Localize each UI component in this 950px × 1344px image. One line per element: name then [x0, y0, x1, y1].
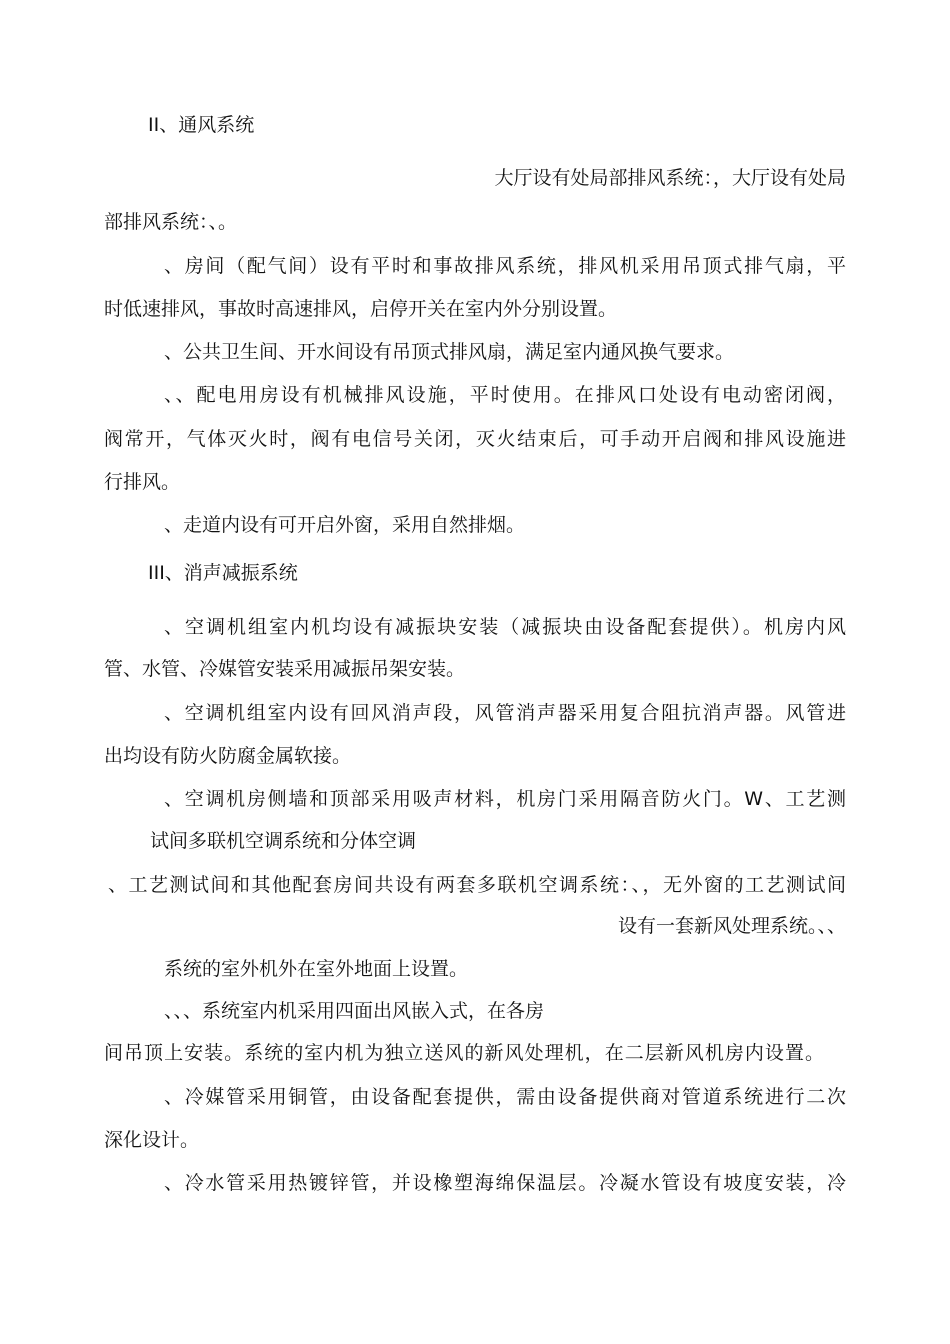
paragraph-line: 设有一套新风处理系统。、、	[617, 915, 846, 937]
paragraph-line: 、空调机组室内机均设有减振块安装（减振块由设备配套提供）。机房内风	[164, 616, 846, 638]
paragraph-line: 、房间（配气间）设有平时和事故排风系统，排风机采用吊顶式排气扇，平	[164, 255, 846, 277]
paragraph-line: 行排风。	[104, 471, 181, 493]
paragraph-line: 深化设计。	[104, 1129, 200, 1151]
paragraph-line: 、、配电用房设有机械排风设施，平时使用。在排风口处设有电动密闭阀，	[164, 384, 846, 406]
paragraph-line: 、冷媒管采用铜管，由设备配套提供，需由设备提供商对管道系统进行二次	[164, 1086, 846, 1108]
paragraph-line: 、公共卫生间、开水间设有吊顶式排风扇，满足室内通风换气要求。	[164, 341, 735, 363]
paragraph-line: 阀常开，气体灭火时，阀有电信号关闭，灭火结束后，可手动开启阀和排风设施进	[104, 428, 846, 450]
paragraph-line: 部排风系统：、。	[104, 211, 238, 233]
section-heading-vrf: 试间多联机空调系统和分体空调	[150, 830, 417, 852]
paragraph-line: 、冷水管采用热镀锌管，并设橡塑海绵保温层。冷凝水管设有坡度安装，冷	[164, 1172, 846, 1194]
paragraph-line: 、空调机组室内设有回风消声段，风管消声器采用复合阻抗消声器。风管进	[164, 702, 846, 724]
paragraph-line: 、工艺测试间和其他配套房间共设有两套多联机空调系统：、，无外窗的工艺测试间	[108, 874, 846, 896]
paragraph-line: 、、、系统室内机采用四面出风嵌入式，在各房	[164, 1000, 545, 1022]
paragraph-line: 、走道内设有可开启外窗，采用自然排烟。	[164, 514, 526, 536]
paragraph-line: 大厅设有处局部排风系统：，大厅设有处局	[494, 167, 846, 189]
paragraph-line: 管、水管、冷媒管安装采用减振吊架安装。	[104, 658, 466, 680]
paragraph-line: 间吊顶上安装。系统的室内机为独立送风的新风处理机，在二层新风机房内设置。	[104, 1042, 824, 1064]
paragraph-line: 出均设有防火防腐金属软接。	[104, 745, 352, 767]
paragraph-line: 、空调机房侧墙和顶部采用吸声材料，机房门采用隔音防火门。W、工艺测	[164, 788, 846, 810]
section-heading-ventilation: II、通风系统	[148, 114, 255, 136]
paragraph-line: 系统的室外机外在室外地面上设置。	[164, 958, 469, 980]
section-heading-noise-vibration: III、消声减振系统	[148, 562, 298, 584]
paragraph-line: 时低速排风，事故时高速排风，启停开关在室内外分别设置。	[104, 298, 618, 320]
